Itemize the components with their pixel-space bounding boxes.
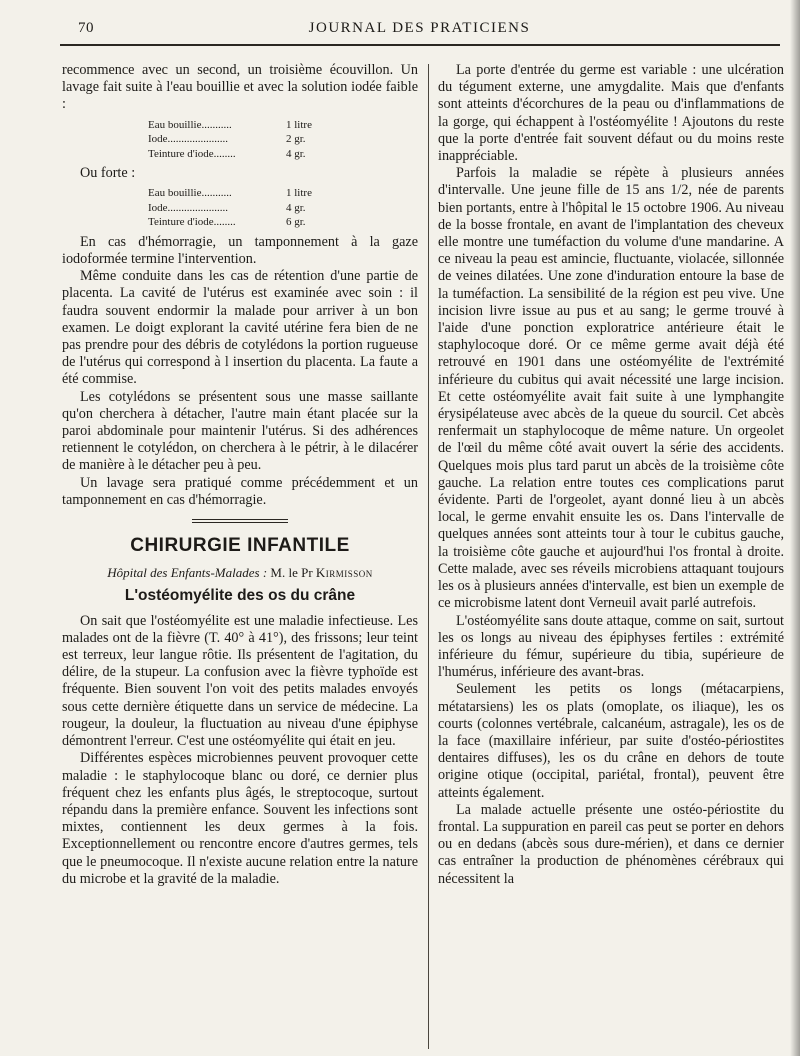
right-column bbox=[438, 62, 784, 888]
paragraph: Les cotylédons se présentent sous une masse saillante qu'on cherchera à détacher, l'autre main étant placée sur la paroi abdominale pour maintenir l'utérus. Si des adhérences retiennent le cotylédon, on cherchera à le pétrir, à le dilacérer de manière à le détacher peu à peu. bbox=[62, 388, 418, 474]
paragraph: Différentes espèces microbiennes peuvent provoquer cette maladie : le staphylocoque blanc ou doré, ce dernier plus fréquent chez les enfants plus âgés, le streptocoque, surtout répandu dans la première enfance. Souvent les infections sont mixtes, contiennent les deux germes à la fois. Exceptionnellement ou rencontre encore d'autres germes, tels que le pneumocoque. Il n'existe aucune relation entre la nature du microbe et la gravité de la maladie. bbox=[62, 750, 418, 887]
paragraph: La malade actuelle présente une ostéo-périostite du frontal. La suppuration en pareil cas peut se porter en dehors ou en dedans (abcès sous dure-mérien), et dans ce dernier cas entraîner la production de phénomènes cérébraux qui nécessitent la bbox=[438, 801, 784, 887]
page-header bbox=[62, 20, 777, 42]
paragraph: recommence avec un second, un troisième écouvillon. Un lavage fait suite à l'eau bouillie et avec la solution iodée faible : bbox=[62, 62, 418, 113]
paragraph: L'ostéomyélite sans doute attaque, comme on sait, surtout les os longs au niveau des épiphyses fertiles : extrémité inférieure du fémur, supérieure du tibia, supérieure de l'humérus, inférieure des avant-bras. bbox=[438, 612, 784, 681]
header-rule bbox=[60, 44, 780, 46]
paragraph: Seulement les petits os longs (métacarpiens, métatarsiens) les os plats (omoplate, os iliaque), les os courts (colonnes vertébrale, calcanéum, astragale), les os de la face (maxillaire inférieur, par suite d'ostéo-périostites dentaires diffuses), les os du crâne en dehors de toute origine otique (occipital, pariétal, frontal), peuvent être atteints également. bbox=[438, 681, 784, 801]
recipe-row: Eau bouillie........... 1 litre bbox=[148, 118, 312, 131]
recipe-row: Teinture d'iode........ 6 gr. bbox=[148, 216, 306, 229]
recipe-row: Eau bouillie........... 1 litre bbox=[148, 187, 312, 200]
recipe-weak-solution bbox=[148, 118, 418, 162]
paragraph: Un lavage sera pratiqué comme précédemment et un tamponnement en cas d'hémorragie. bbox=[62, 474, 418, 508]
hospital-name: Hôpital des Enfants-Malades : bbox=[107, 565, 268, 581]
article-title: L'ostéomyélite des os du crâne bbox=[124, 587, 356, 605]
page-edge-shadow bbox=[790, 0, 800, 1056]
paragraph: La porte d'entrée du germe est variable : une ulcération du tégument externe, une amygdalite. Mais que d'enfants sont atteints d'écorchures de la peau ou d'inflammations de la gorge, qui échappent à l'ostéomyélite ! Ajoutons du reste que la porte d'entrée fait souvent défaut ou du moins reste inappréciable. bbox=[438, 62, 784, 165]
recipe-row: Iode...................... 4 gr. bbox=[148, 201, 306, 214]
section-divider bbox=[192, 519, 288, 523]
section-title: CHIRURGIE INFANTILE bbox=[130, 535, 350, 557]
doctor-prefix: M. le Pr bbox=[270, 565, 313, 581]
recipe-strong-solution bbox=[148, 186, 418, 230]
paragraph: Même conduite dans les cas de rétention d'une partie de placenta. La cavité de l'utérus est examinée avec soin : il faudra souvent endormir la malade pour arriver à un bon examen. Le doigt explorant la cavité utérine fera bien de ne pas prendre pour des débris de cotylédons la portion rugueuse de l'utérus qui correspond à l insertion du placenta. La faute a été commise. bbox=[62, 268, 418, 388]
recipe-row: Teinture d'iode........ 4 gr. bbox=[148, 147, 306, 160]
left-column bbox=[62, 62, 418, 888]
journal-title: JOURNAL DES PRATICIENS bbox=[308, 20, 531, 36]
paragraph: Parfois la maladie se répète à plusieurs années d'intervalle. Une jeune fille de 15 ans 1/2, née de parents bien portants, entre à l'hôpital le 15 octobre 1906. Au niveau de la bosse frontale, en avant de l'implantation des cheveux elle montre une tuméfaction du volume d'une mandarine. A ce niveau la peau est amincie, fluctuante, violacée, sillonnée de veines dilatées. Une zone d'induration entoure la base de la tuméfaction. La sensibilité de la région est peu vive. Une incision livre issue au pus et au sang; le germe trouvé à l'aide d'une ponction exploratrice antérieure était le staphylocoque doré. Or ce même germe avait déjà été retrouvé en 1901 dans une ostéomyélite de l'extrémité inférieure du cubitus qui avait nécessité une large incision. Et cette ostéomyélite avait fait suite à une lymphangite érysipélateuse avec abcès de la queue du sourcil. Cet abcès renfermait un staphylocoque de même nature. Un orgeolet de l'œil du même côté avait ouvert la série des accidents. Quelques mois plus tard parut un abcès de la troisième côte gauche. La relation entre toutes ces complications parut évidente. Parti de l'orgeolet, ayant donné lieu à un abcès local, le germe envahit ensuite les os. Dans l'intervalle de quelques années sont atteints tour à tour le cubitus gauche, la troisième côte gauche et aujourd'hui l'os frontal à droite. Cette malade, avec ses réveils microbiens attaquant toujours les os à plusieurs années d'intervalle, est bien un exemple de ce microbisme latent dont Verneuil avait parlé autrefois. bbox=[438, 165, 784, 612]
column-divider bbox=[428, 64, 429, 1049]
paragraph: Ou forte : bbox=[80, 165, 136, 182]
recipe-row: Iode...................... 2 gr. bbox=[148, 133, 306, 146]
byline bbox=[62, 564, 418, 581]
page-number: 70 bbox=[78, 20, 94, 36]
doctor-name: Kirmisson bbox=[315, 565, 373, 581]
paragraph: En cas d'hémorragie, un tamponnement à la gaze iodoformée termine l'intervention. bbox=[62, 233, 418, 268]
paragraph: On sait que l'ostéomyélite est une maladie infectieuse. Les malades ont de la fièvre (T. 40° à 41°), des frissons; leur teint est terreux, leur langue rôtie. Ils présentent de l'agitation, du délire, de la stupeur. La confusion avec la fièvre typhoïde est fréquente. Bien souvent l'on voit des petits malades envoyés sous cette dernière étiquette dans un service de médecine. La rougeur, la douleur, la fluctuation au niveau d'une épiphyse démontrent l'erreur. C'est une ostéomyélite qui était en jeu. bbox=[62, 612, 418, 750]
